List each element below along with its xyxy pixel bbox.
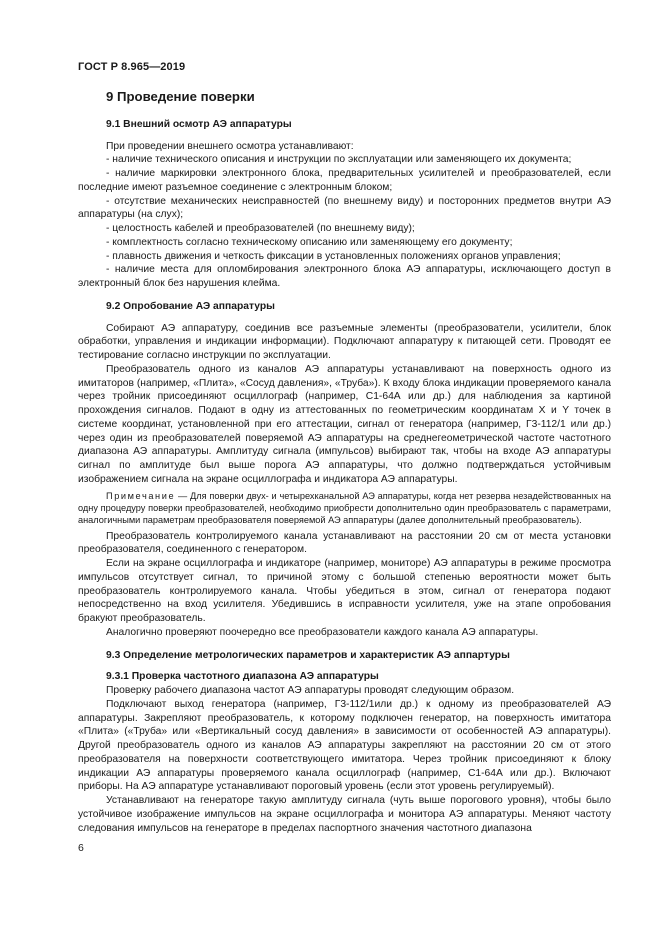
paragraph: Подключают выход генератора (например, Г3-112/1или др.) к одному из преобразователей АЭ аппаратуры. Закрепляют преобразователь, к которому подключен генератор, на поверхность имитатора «Плита» («Труба» или «Вертикальный сосуд давления» в зависимости от особенностей АЭ аппаратуры). Другой преобразователь одного из каналов АЭ аппаратуры закрепляют на расстоянии 20 см от этого преобразователя на поверхности соответствующего имитатора. Через тройник присоединяют к блоку индикации АЭ аппаратуры проверяемого канала осциллограф (например, С1-64А или др.). Включают приборы. На АЭ аппаратуре устанавливают пороговый уровень (если этот уровень регулируемый).: [78, 698, 611, 793]
section-9-2-title: 9.2 Опробование АЭ аппаратуры: [106, 300, 275, 312]
paragraph: Проверку рабочего диапазона частот АЭ аппаратуры проводят следующим образом.: [106, 685, 515, 696]
paragraph: Аналогично проверяют поочередно все преобразователи каждого канала АЭ аппаратуры.: [106, 626, 539, 638]
paragraph: Собирают АЭ аппаратуру, соединив все разъемные элементы (преобразователи, усилители, блок обработки, управления и индикации информации). Подключают аппаратуру к питающей сети. Проводят ее тестирование согласно инструкции по эксплуатации.: [78, 322, 611, 361]
note-text: — Для поверки двух- и четырехканальной АЭ аппаратуры, когда нет резерва незадействованных на одну процедуру поверки преобразователей, необходимо приобрести дополнительно один преобразователь с параметрами, аналогичными параметрам преобразователя поверяемой АЭ аппаратуры (далее дополнительный преобразователь).: [78, 490, 611, 525]
list-item: - плавность движения и четкость фиксации в установленных положениях органов управления;: [106, 250, 561, 262]
page-number: 6: [78, 842, 84, 854]
page-content: [78, 90, 611, 835]
section-9-1-title: 9.1 Внешний осмотр АЭ аппаратуры: [106, 118, 292, 130]
list-item: - наличие места для опломбирования электронного блока АЭ аппаратуры, исключающего доступ в электронный блок без нарушения клейма.: [78, 264, 611, 289]
section-9-3-1-title: 9.3.1 Проверка частотного диапазона АЭ аппаратуры: [106, 671, 379, 683]
list-item: - наличие маркировки электронного блока, предварительных усилителей и преобразователей, если последние имеют разъемное соединение с электронным блоком;: [78, 168, 611, 193]
list-item: - комплектность согласно техническому описанию или заменяющему его документу;: [106, 236, 513, 248]
paragraph: Устанавливают на генераторе такую амплитуду сигнала (чуть выше порогового уровня), чтобы было устойчивое изображение импульсов на экране осциллографа и монитора АЭ аппаратуры. Меняют частоту следования импульсов на генераторе в пределах паспортного значения частотного диапазона: [78, 795, 611, 834]
paragraph: При проведении внешнего осмотра устанавливают:: [106, 140, 354, 152]
list-item: - целостность кабелей и преобразователей (по внешнему виду);: [106, 223, 415, 234]
note-label: Примечание: [106, 490, 176, 501]
paragraph: Если на экране осциллографа и индикаторе (например, мониторе) АЭ аппаратуры в режиме просмотра импульсов отсутствует сигнал, то причиной этому с большой степенью вероятности может быть преобразователь контролируемого канала. Чтобы убедиться в этом, сигнал от генератора подают непосредственно на вход усилителя. Убедившись в исправности усилителя, уже на этапе опробования бракуют преобразователь.: [78, 558, 611, 624]
section-9-title: 9 Проведение поверки: [106, 89, 255, 104]
standard-header: ГОСТ Р 8.965—2019: [78, 61, 186, 73]
note: [78, 490, 611, 526]
list-item: - отсутствие механических неисправностей (по внешнему виду) и посторонних предметов внутри АЭ аппаратуры (на слух);: [78, 195, 611, 221]
list-item: - наличие технического описания и инструкции по эксплуатации или заменяющего их документа;: [106, 154, 572, 166]
paragraph: Преобразователь одного из каналов АЭ аппаратуры устанавливают на поверхность одного из имитаторов (например, «Плита», «Сосуд давления», «Труба»). К входу блока индикации проверяемого канала через тройник присоединяют осциллограф (например, С1-64А или др.) для наблюдения за картиной прохождения сигналов. Подают в одну из аттестованных по геометрическим координатам X и Y точек в системе координат, установленной при его аттестации, сигнал от генератора (например, Г3-112/1 или др.) через один из преобразователей поверяемой АЭ аппаратуры на среднегеометрической частоте частотного диапазона АЭ аппаратуры. Амплитуду сигнала (импульсов) выбирают так, чтобы на входе АЭ аппаратуры сигнал по амплитуде был выше порога АЭ аппаратуры, что должно подтверждаться устойчивым изображением сигнала на экране осциллографа и индикатора АЭ аппаратуры.: [78, 363, 611, 485]
section-9-3-title: 9.3 Определение метрологических параметров и характеристик АЭ аппартуры: [106, 649, 510, 661]
paragraph: Преобразователь контролируемого канала устанавливают на расстоянии 20 см от места установки преобразователя, соединенного с генератором.: [78, 530, 611, 556]
